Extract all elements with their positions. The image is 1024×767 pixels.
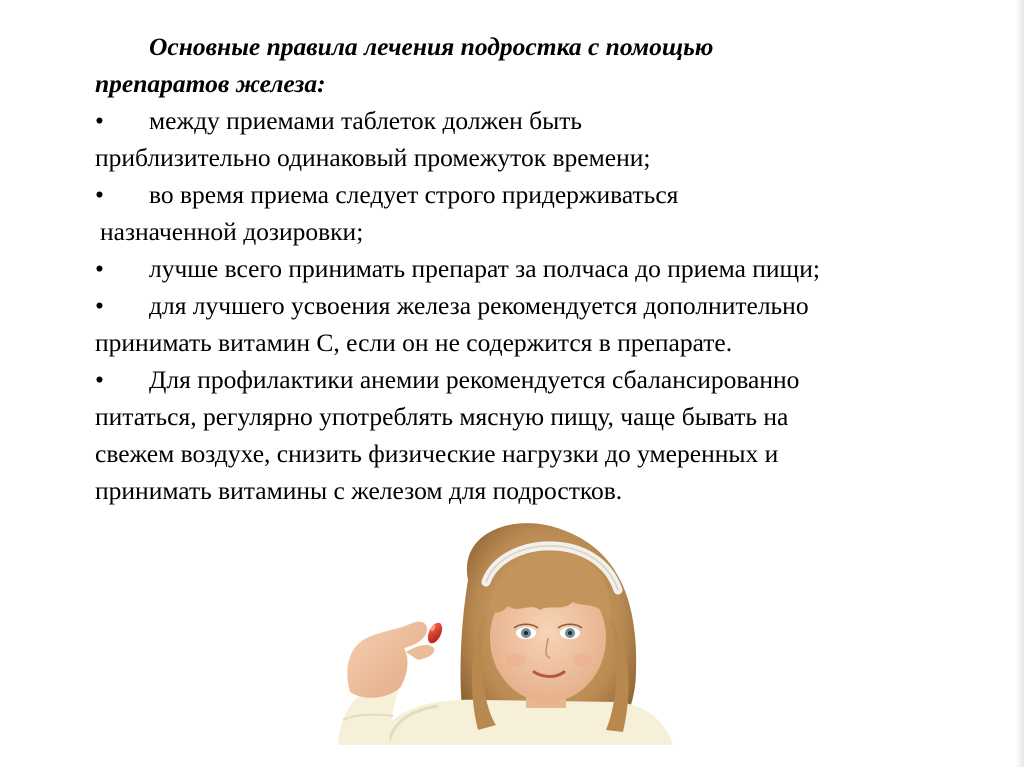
bullet-icon: • <box>95 106 104 135</box>
bullet-icon: • <box>95 254 104 283</box>
item-text: во время приема следует строго придерживаться <box>149 180 679 209</box>
item-text: для лучшего усвоения железа рекомендуется дополнительно <box>149 291 809 320</box>
list-item <box>95 287 995 324</box>
heading-line-2: препаратов железа: <box>95 69 326 98</box>
slide-text <box>95 28 995 509</box>
item-text: лучше всего принимать препарат за полчаса до приема пищи; <box>149 254 820 283</box>
list-item <box>95 102 995 139</box>
item-text: Для профилактики анемии рекомендуется сбалансированно <box>149 365 800 394</box>
item-text: между приемами таблеток должен быть <box>149 106 583 135</box>
heading-line-1: Основные правила лечения подростка с помощью <box>149 32 714 61</box>
item-continuation: приблизительно одинаковый промежуток времени; <box>95 143 651 172</box>
slide-edge-shadow <box>1016 0 1024 767</box>
bullet-icon: • <box>95 291 104 320</box>
list-item <box>95 176 995 213</box>
girl-with-capsule-photo <box>318 520 683 745</box>
list-item <box>95 361 995 398</box>
bullet-icon: • <box>95 180 104 209</box>
item-continuation: назначенной дозировки; <box>100 217 364 246</box>
item-continuation: питаться, регулярно употреблять мясную пищу, чаще бывать на <box>95 402 789 431</box>
item-continuation: принимать витамины с железом для подростков. <box>95 476 623 505</box>
list-item <box>95 250 995 287</box>
bullet-icon: • <box>95 365 104 394</box>
item-continuation: принимать витамин С, если он не содержится в препарате. <box>95 328 733 357</box>
item-continuation: свежем воздухе, снизить физические нагрузки до умеренных и <box>95 439 779 468</box>
